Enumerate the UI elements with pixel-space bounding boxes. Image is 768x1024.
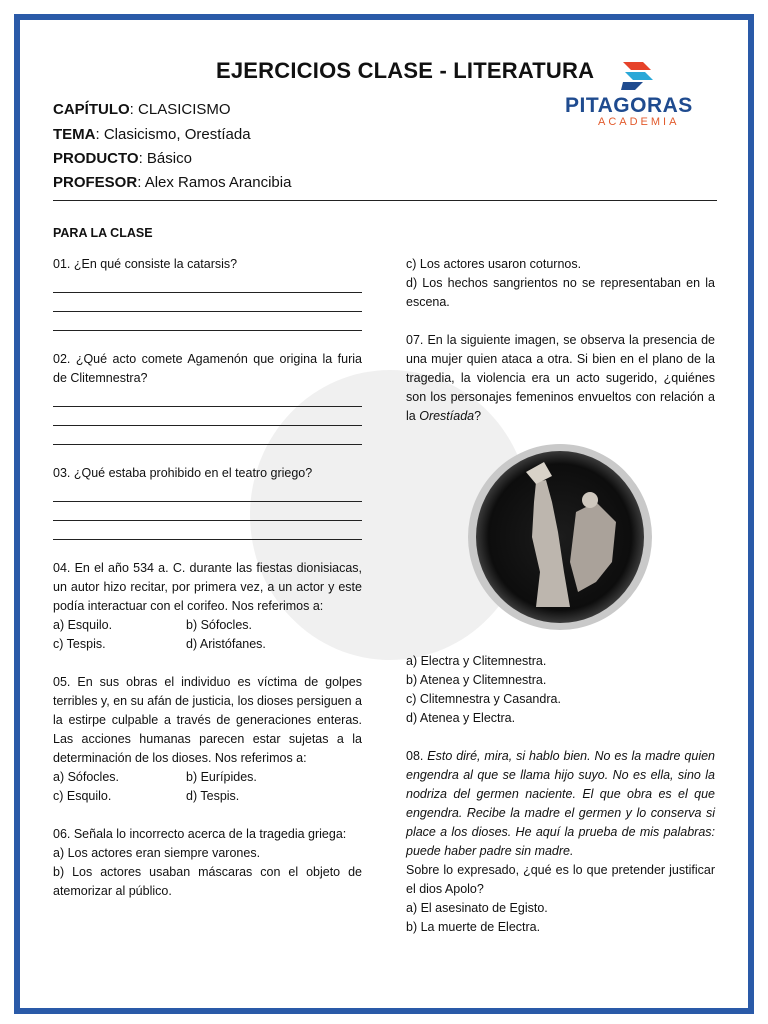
option-d: d) Atenea y Electra.	[406, 711, 516, 725]
question-06: 06. Señala lo incorrecto acerca de la tragedia griega:	[53, 827, 347, 841]
left-column	[53, 224, 362, 901]
option-a: a) Los actores eran siempre varones.	[53, 846, 261, 860]
answer-line	[53, 312, 362, 331]
question-07: 07. En la siguiente imagen, se observa la presencia de una mujer quien ataca a otra. Si bien en el plano de la tragedia, la violencia era un acto sugerido, ¿quiénes son los personajes femeninos envueltos con relación a la Orestíada?	[406, 333, 715, 423]
options-row	[53, 768, 362, 787]
options-row	[53, 787, 362, 806]
pitagoras-logo	[563, 60, 713, 135]
meta-capitulo: CAPÍTULO: CLASICISMO	[53, 101, 231, 118]
answer-line	[53, 293, 362, 312]
header-divider	[53, 200, 717, 201]
options-row	[53, 635, 362, 654]
section-title: PARA LA CLASE	[53, 226, 153, 240]
option-a: a) El asesinato de Egisto.	[406, 901, 548, 915]
option-d: d) Aristófanes.	[186, 637, 266, 651]
option-d: d) Tespis.	[186, 789, 240, 803]
option-b: b) Atenea y Clitemnestra.	[406, 673, 547, 687]
option-c: c) Tespis.	[53, 637, 106, 651]
logo-sub: ACADEMIA	[598, 116, 680, 128]
question-08-prompt: Sobre lo expresado, ¿qué es lo que pretender justificar el dios Apolo?	[406, 863, 715, 896]
answer-line	[53, 388, 362, 407]
question-03: 03. ¿Qué estaba prohibido en el teatro griego?	[53, 466, 313, 480]
option-c: c) Clitemnestra y Casandra.	[406, 692, 561, 706]
option-a: a) Sófocles.	[53, 770, 120, 784]
logo-name: PITAGORAS	[565, 94, 693, 117]
question-08: 08. Esto diré, mira, si hablo bien. No es la madre quien engendra al que se llama hijo suyo. No es ella, sino la nodriza del germen naciente. El que obra es el que engendra. Recibe la madre el germen y lo conserva si place a los dioses. He aquí la prueba de mis palabras: puede haber padre sin madre.	[406, 749, 715, 858]
answer-line	[53, 274, 362, 293]
option-a: a) Esquilo.	[53, 618, 113, 632]
option-b: b) Los actores usaban máscaras con el objeto de atemorizar al público.	[53, 865, 362, 898]
answer-line	[53, 407, 362, 426]
option-c: c) Esquilo.	[53, 789, 112, 803]
option-d: d) Los hechos sangrientos no se representaban en la escena.	[406, 276, 715, 309]
meta-producto: PRODUCTO: Básico	[53, 150, 192, 167]
question-04: 04. En el año 534 a. C. durante las fiestas dionisiacas, un autor hizo recitar, por primera vez, a un actor y este podía interactuar con el corifeo. Nos referimos a:	[53, 561, 362, 613]
question-02: 02. ¿Qué acto comete Agamenón que origina la furia de Clitemnestra?	[53, 352, 362, 385]
meta-profesor: PROFESOR: Alex Ramos Arancibia	[53, 174, 292, 191]
options-row	[53, 616, 362, 635]
option-b: b) Eurípides.	[186, 770, 257, 784]
answer-line	[53, 502, 362, 521]
greek-vase-painting	[466, 442, 654, 632]
meta-tema: TEMA: Clasicismo, Orestíada	[53, 126, 251, 143]
question-01: 01. ¿En qué consiste la catarsis?	[53, 257, 238, 271]
arrow-logo-icon	[621, 60, 655, 92]
question-05: 05. En sus obras el individuo es víctima de golpes terribles y, en su afán de justicia, los dioses persiguen a la estirpe culpable a través de generaciones enteras. Las acciones humanas parecen estar sujetas a la determinación de los dioses. Nos referimos a:	[53, 675, 362, 765]
answer-line	[53, 521, 362, 540]
option-c: c) Los actores usaron coturnos.	[406, 257, 582, 271]
right-column	[406, 255, 715, 426]
answer-line	[53, 483, 362, 502]
option-a: a) Electra y Clitemnestra.	[406, 654, 547, 668]
page-title: EJERCICIOS CLASE - LITERATURA	[216, 58, 595, 83]
right-column-lower	[406, 652, 715, 937]
option-b: b) Sófocles.	[186, 618, 253, 632]
option-b: b) La muerte de Electra.	[406, 920, 541, 934]
answer-line	[53, 426, 362, 445]
